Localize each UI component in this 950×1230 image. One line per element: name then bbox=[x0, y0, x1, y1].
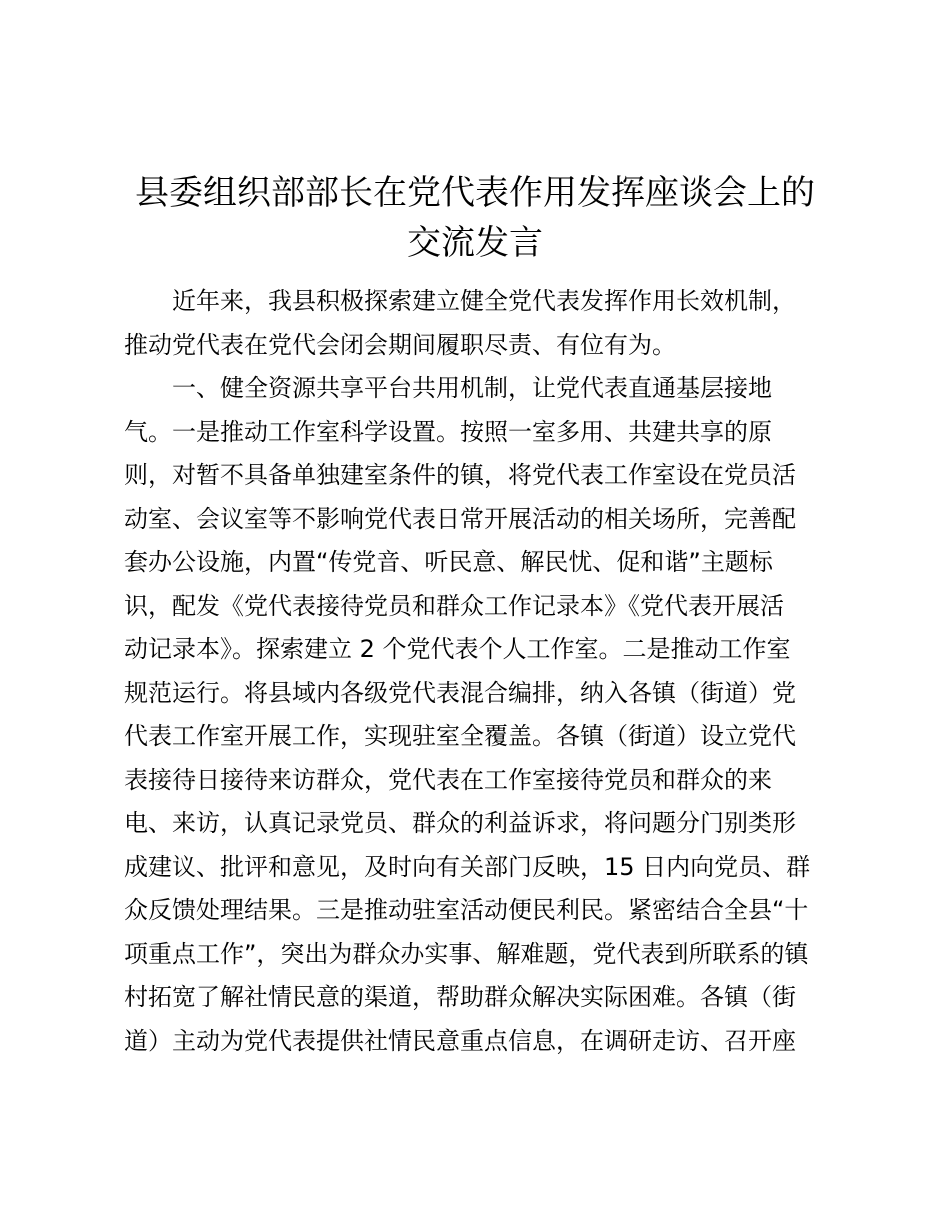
paragraph-line: 村拓宽了解社情民意的渠道，帮助群众解决实际困难。各镇（街 bbox=[124, 983, 796, 1011]
paragraph-line: 成建议、批评和意见，及时向有关部门反映，15 日内向党员、群 bbox=[124, 852, 811, 881]
paragraph-line: 近年来，我县积极探索建立健全党代表发挥作用长效机制， bbox=[172, 287, 796, 315]
paragraph-line: 道）主动为党代表提供社情民意重点信息，在调研走访、召开座 bbox=[124, 1026, 796, 1055]
title-line-1: 县委组织部部长在党代表作用发挥座谈会上的 bbox=[135, 173, 815, 213]
paragraph-line: 表接待日接待来访群众，党代表在工作室接待党员和群众的来 bbox=[124, 765, 772, 794]
paragraph-line: 套办公设施，内置“传党音、听民意、解民忧、促和谐”主题标 bbox=[124, 548, 773, 576]
paragraph-line: 气。一是推动工作室科学设置。按照一室多用、共建共享的原 bbox=[124, 417, 772, 446]
title-line-2: 交流发言 bbox=[407, 223, 543, 263]
paragraph-line: 动记录本》。探索建立 2 个党代表个人工作室。二是推动工作室 bbox=[124, 635, 791, 663]
paragraph-line: 一、健全资源共享平台共用机制，让党代表直通基层接地 bbox=[172, 374, 772, 402]
paragraph-line: 则，对暂不具备单独建室条件的镇，将党代表工作室设在党员活 bbox=[124, 461, 796, 489]
paragraph-line: 众反馈处理结果。三是推动驻室活动便民利民。紧密结合全县“十 bbox=[124, 896, 809, 924]
paragraph-line: 规范运行。将县域内各级党代表混合编排，纳入各镇（街道）党 bbox=[124, 678, 796, 707]
paragraph-line: 识，配发《党代表接待党员和群众工作记录本》《党代表开展活 bbox=[124, 591, 784, 620]
paragraph-line: 动室、会议室等不影响党代表日常开展活动的相关场所，完善配 bbox=[124, 504, 796, 533]
paragraph-line: 电、来访，认真记录党员、群众的利益诉求，将问题分门别类形 bbox=[124, 809, 796, 837]
document-body bbox=[124, 280, 836, 1063]
document-title bbox=[110, 168, 840, 268]
paragraph-line: 项重点工作”，突出为群众办实事、解难题，党代表到所联系的镇 bbox=[124, 939, 809, 968]
paragraph-line: 推动党代表在党代会闭会期间履职尽责、有位有为。 bbox=[124, 330, 676, 359]
paragraph-line: 代表工作室开展工作，实现驻室全覆盖。各镇（街道）设立党代 bbox=[124, 722, 796, 750]
